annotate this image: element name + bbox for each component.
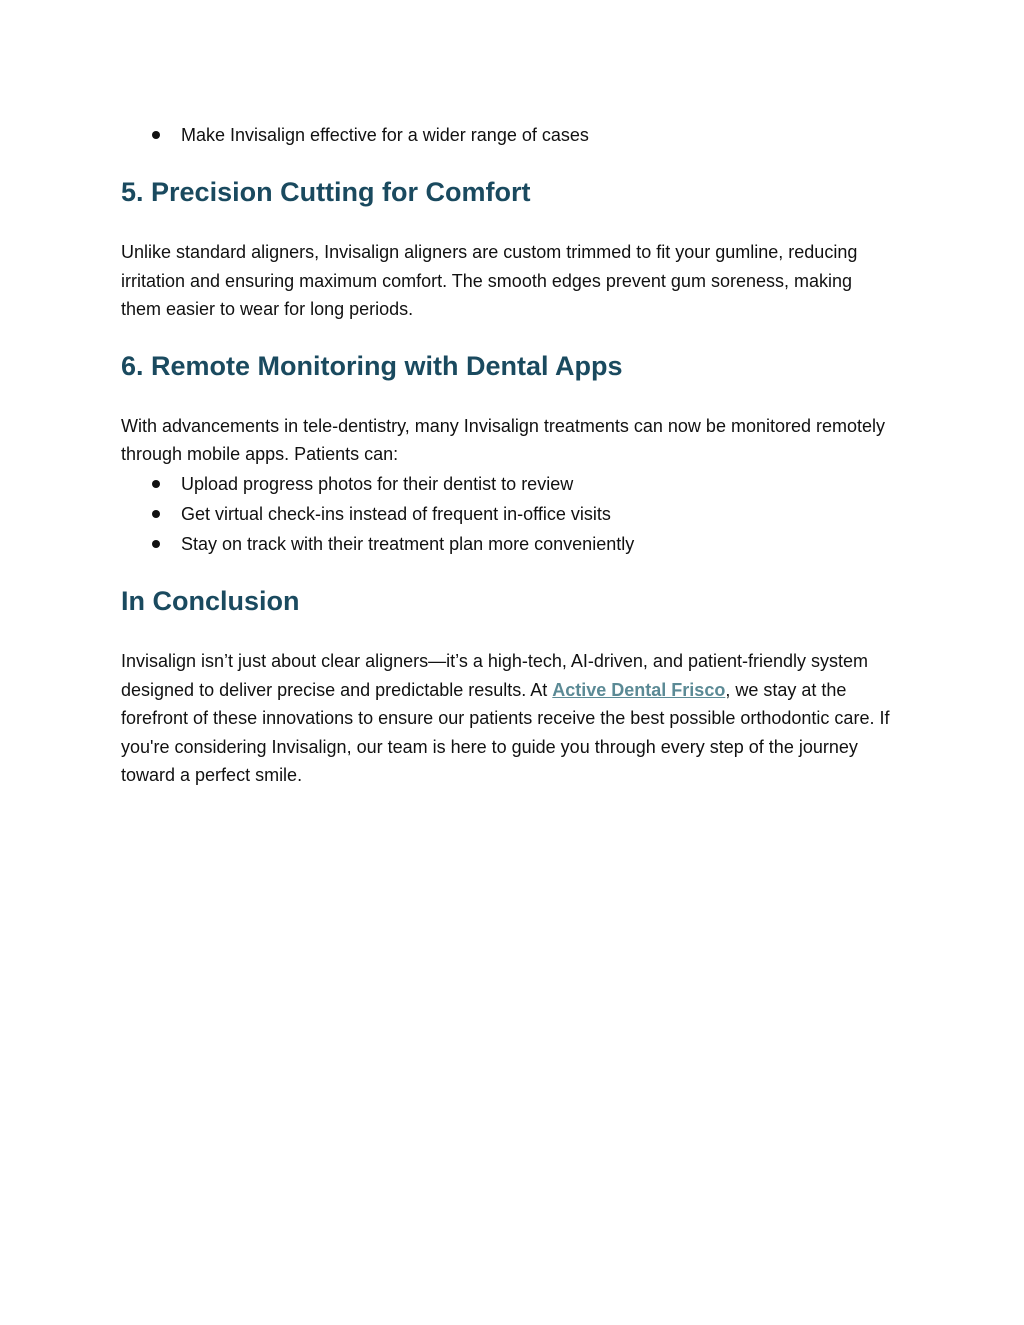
section-6-paragraph: With advancements in tele-dentistry, many Invisalign treatments can now be monitored remotely through mobile apps. Patients can: [121, 415, 886, 465]
section-6-heading: 6. Remote Monitoring with Dental Apps [121, 350, 623, 381]
bullet-icon [152, 480, 160, 488]
bullet-icon [152, 540, 160, 548]
bullet-icon [152, 510, 160, 518]
list-item-text: Upload progress photos for their dentist to review [181, 473, 574, 494]
top-bullet-list [121, 120, 891, 150]
conclusion-paragraph [121, 647, 891, 790]
list-item [121, 469, 891, 499]
list-item-text: Get virtual check-ins instead of frequent in-office visits [181, 503, 611, 524]
section-6-bullet-list [121, 469, 891, 559]
list-item-text: Make Invisalign effective for a wider range of cases [181, 125, 589, 145]
document-content [121, 120, 891, 790]
section-5-paragraph: Unlike standard aligners, Invisalign aligners are custom trimmed to fit your gumline, reducing irritation and ensuring maximum comfort. The smooth edges prevent gum soreness, making them easier to wear for long periods. [121, 242, 858, 320]
active-dental-frisco-link[interactable]: Active Dental Frisco [552, 679, 726, 700]
list-item-text: Stay on track with their treatment plan more conveniently [181, 533, 635, 554]
conclusion-text-before-link: Invisalign isn’t just about clear aligners—it’s a high-tech, AI-driven, and patient-friendly system designed to deliver precise and predictable results. At [121, 650, 869, 700]
conclusion-heading: In Conclusion [121, 585, 300, 616]
section-5-heading: 5. Precision Cutting for Comfort [121, 177, 531, 207]
list-item [121, 499, 891, 529]
list-item [121, 120, 891, 150]
bullet-icon [152, 131, 160, 139]
conclusion-text-after-link: , we stay at the forefront of these innovations to ensure our patients receive the best possible orthodontic care. If you're considering Invisalign, our team is here to guide you through every step of the journey toward a perfect smile. [121, 679, 890, 786]
list-item [121, 529, 891, 559]
